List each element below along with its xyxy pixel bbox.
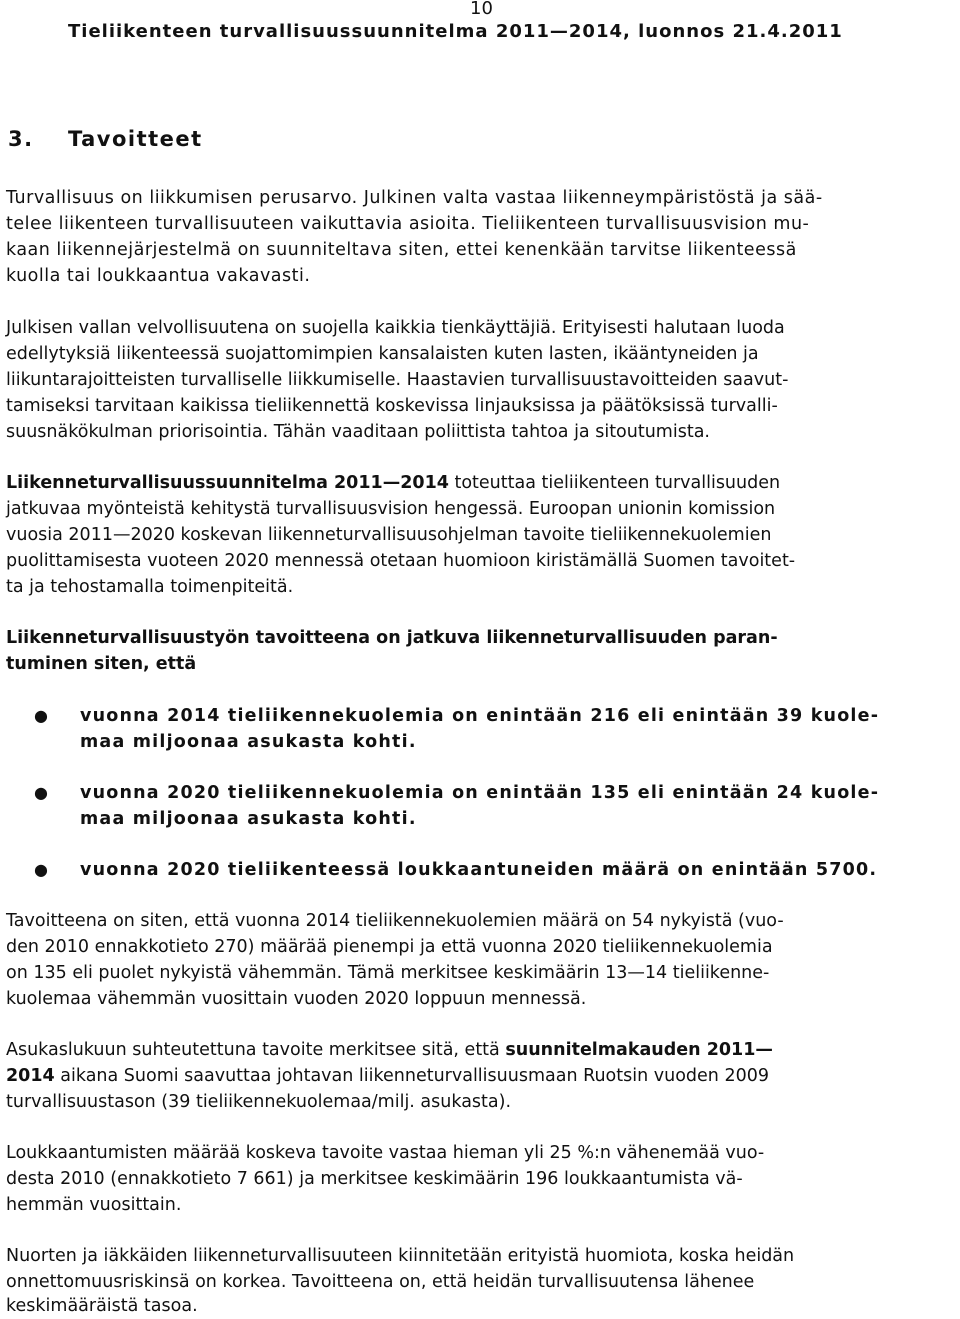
section-number: 3. [8, 127, 34, 151]
list-item: maa miljoonaa asukasta kohti. [80, 732, 417, 752]
section-heading [8, 125, 203, 153]
text-line: kaan liikennejärjestelmä on suunniteltava siten, ettei kenenkään tarvitse liikenteessä [6, 240, 797, 260]
text-line [6, 1037, 773, 1063]
text-line: turvallisuustason (39 tieliikennekuolemaa/milj. asukasta). [6, 1092, 512, 1112]
text-line: vuosia 2011—2020 koskevan liikenneturvallisuusohjelman tavoite tieliikennekuolemien [6, 525, 772, 545]
text-line: onnettomuusriskinsä on korkea. Tavoitteena on, että heidän turvallisuutensa lähenee [6, 1272, 755, 1292]
section-title: Tavoitteet [68, 127, 203, 151]
text-span: aikana Suomi saavuttaa johtavan liikenneturvallisuusmaan Ruotsin vuoden 2009 [54, 1066, 769, 1086]
text-line: den 2010 ennakkotieto 270) määrää pienempi ja että vuonna 2020 tieliikennekuolemia [6, 937, 773, 957]
plan-period: suunnitelmakauden 2011— [505, 1040, 773, 1060]
running-header: Tieliikenteen turvallisuussuunnitelma 2011—2014, luonnos 21.4.2011 [68, 21, 843, 42]
text-line: puolittamisesta vuoteen 2020 mennessä otetaan huomioon kiristämällä Suomen tavoitet- [6, 551, 796, 571]
text-line: tamiseksi tarvitaan kaikissa tieliikennettä koskevissa linjauksissa ja päätöksissä turvalli- [6, 396, 778, 416]
text-line: keskimääräistä tasoa. [6, 1296, 198, 1316]
text-line: kuolla tai loukkaantua vakavasti. [6, 266, 311, 286]
page-number: 10 [470, 0, 493, 19]
text-line: desta 2010 (ennakkotieto 7 661) ja merkitsee keskimäärin 196 loukkaantumista vä- [6, 1169, 743, 1189]
list-item: vuonna 2020 tieliikennekuolemia on enintään 135 eli enintään 24 kuole- [80, 783, 880, 803]
text-line: Loukkaantumisten määrää koskeva tavoite vastaa hieman yli 25 %:n vähenemää vuo- [6, 1143, 765, 1163]
text-line: on 135 eli puolet nykyistä vähemmän. Tämä merkitsee keskimäärin 13—14 tieliikenne- [6, 963, 770, 983]
bullet-icon: ● [34, 783, 48, 802]
text-line: Julkisen vallan velvollisuutena on suojella kaikkia tienkäyttäjiä. Erityisesti halutaan luoda [6, 318, 785, 338]
text-span: toteuttaa tieliikenteen turvallisuuden [448, 473, 781, 493]
text-line [6, 1063, 769, 1089]
text-line: telee liikenteen turvallisuuteen vaikuttavia asioita. Tieliikenteen turvallisuusvision mu- [6, 214, 810, 234]
text-line: Nuorten ja iäkkäiden liikenneturvallisuuteen kiinnitetään erityistä huomiota, koska heidän [6, 1246, 795, 1266]
list-item: vuonna 2014 tieliikennekuolemia on enintään 216 eli enintään 39 kuole- [80, 706, 880, 726]
text-line: jatkuvaa myönteistä kehitystä turvallisuusvision hengessä. Euroopan unionin komission [6, 499, 776, 519]
text-span: Asukaslukuun suhteutettuna tavoite merkitsee sitä, että [6, 1040, 506, 1060]
text-line: ta ja tehostamalla toimenpiteitä. [6, 577, 294, 597]
list-item: maa miljoonaa asukasta kohti. [80, 809, 417, 829]
bullet-icon: ● [34, 706, 48, 725]
bullet-icon: ● [34, 860, 48, 879]
text-line: hemmän vuosittain. [6, 1195, 182, 1215]
text-line: suusnäkökulman priorisointia. Tähän vaaditaan poliittista tahtoa ja sitoutumista. [6, 422, 710, 442]
text-line: kuolemaa vähemmän vuosittain vuoden 2020 loppuun mennessä. [6, 989, 587, 1009]
text-line: Tavoitteena on siten, että vuonna 2014 tieliikennekuolemien määrä on 54 nykyistä (vuo- [6, 911, 784, 931]
text-line: tuminen siten, että [6, 654, 197, 674]
text-line: Turvallisuus on liikkumisen perusarvo. Julkinen valta vastaa liikenneympäristöstä ja sää- [6, 188, 823, 208]
text-line [6, 470, 780, 496]
text-line: liikuntarajoitteisten turvalliselle liikkumiselle. Haastavien turvallisuustavoitteiden saavut- [6, 370, 789, 390]
text-line: Liikenneturvallisuustyön tavoitteena on jatkuva liikenneturvallisuuden paran- [6, 628, 778, 648]
text-line: edellytyksiä liikenteessä suojattomimpien kansalaisten kuten lasten, ikääntyneiden ja [6, 344, 759, 364]
plan-title: Liikenneturvallisuussuunnitelma 2011—2014 [6, 473, 449, 493]
list-item: vuonna 2020 tieliikenteessä loukkaantuneiden määrä on enintään 5700. [80, 860, 878, 880]
plan-period: 2014 [6, 1066, 55, 1086]
